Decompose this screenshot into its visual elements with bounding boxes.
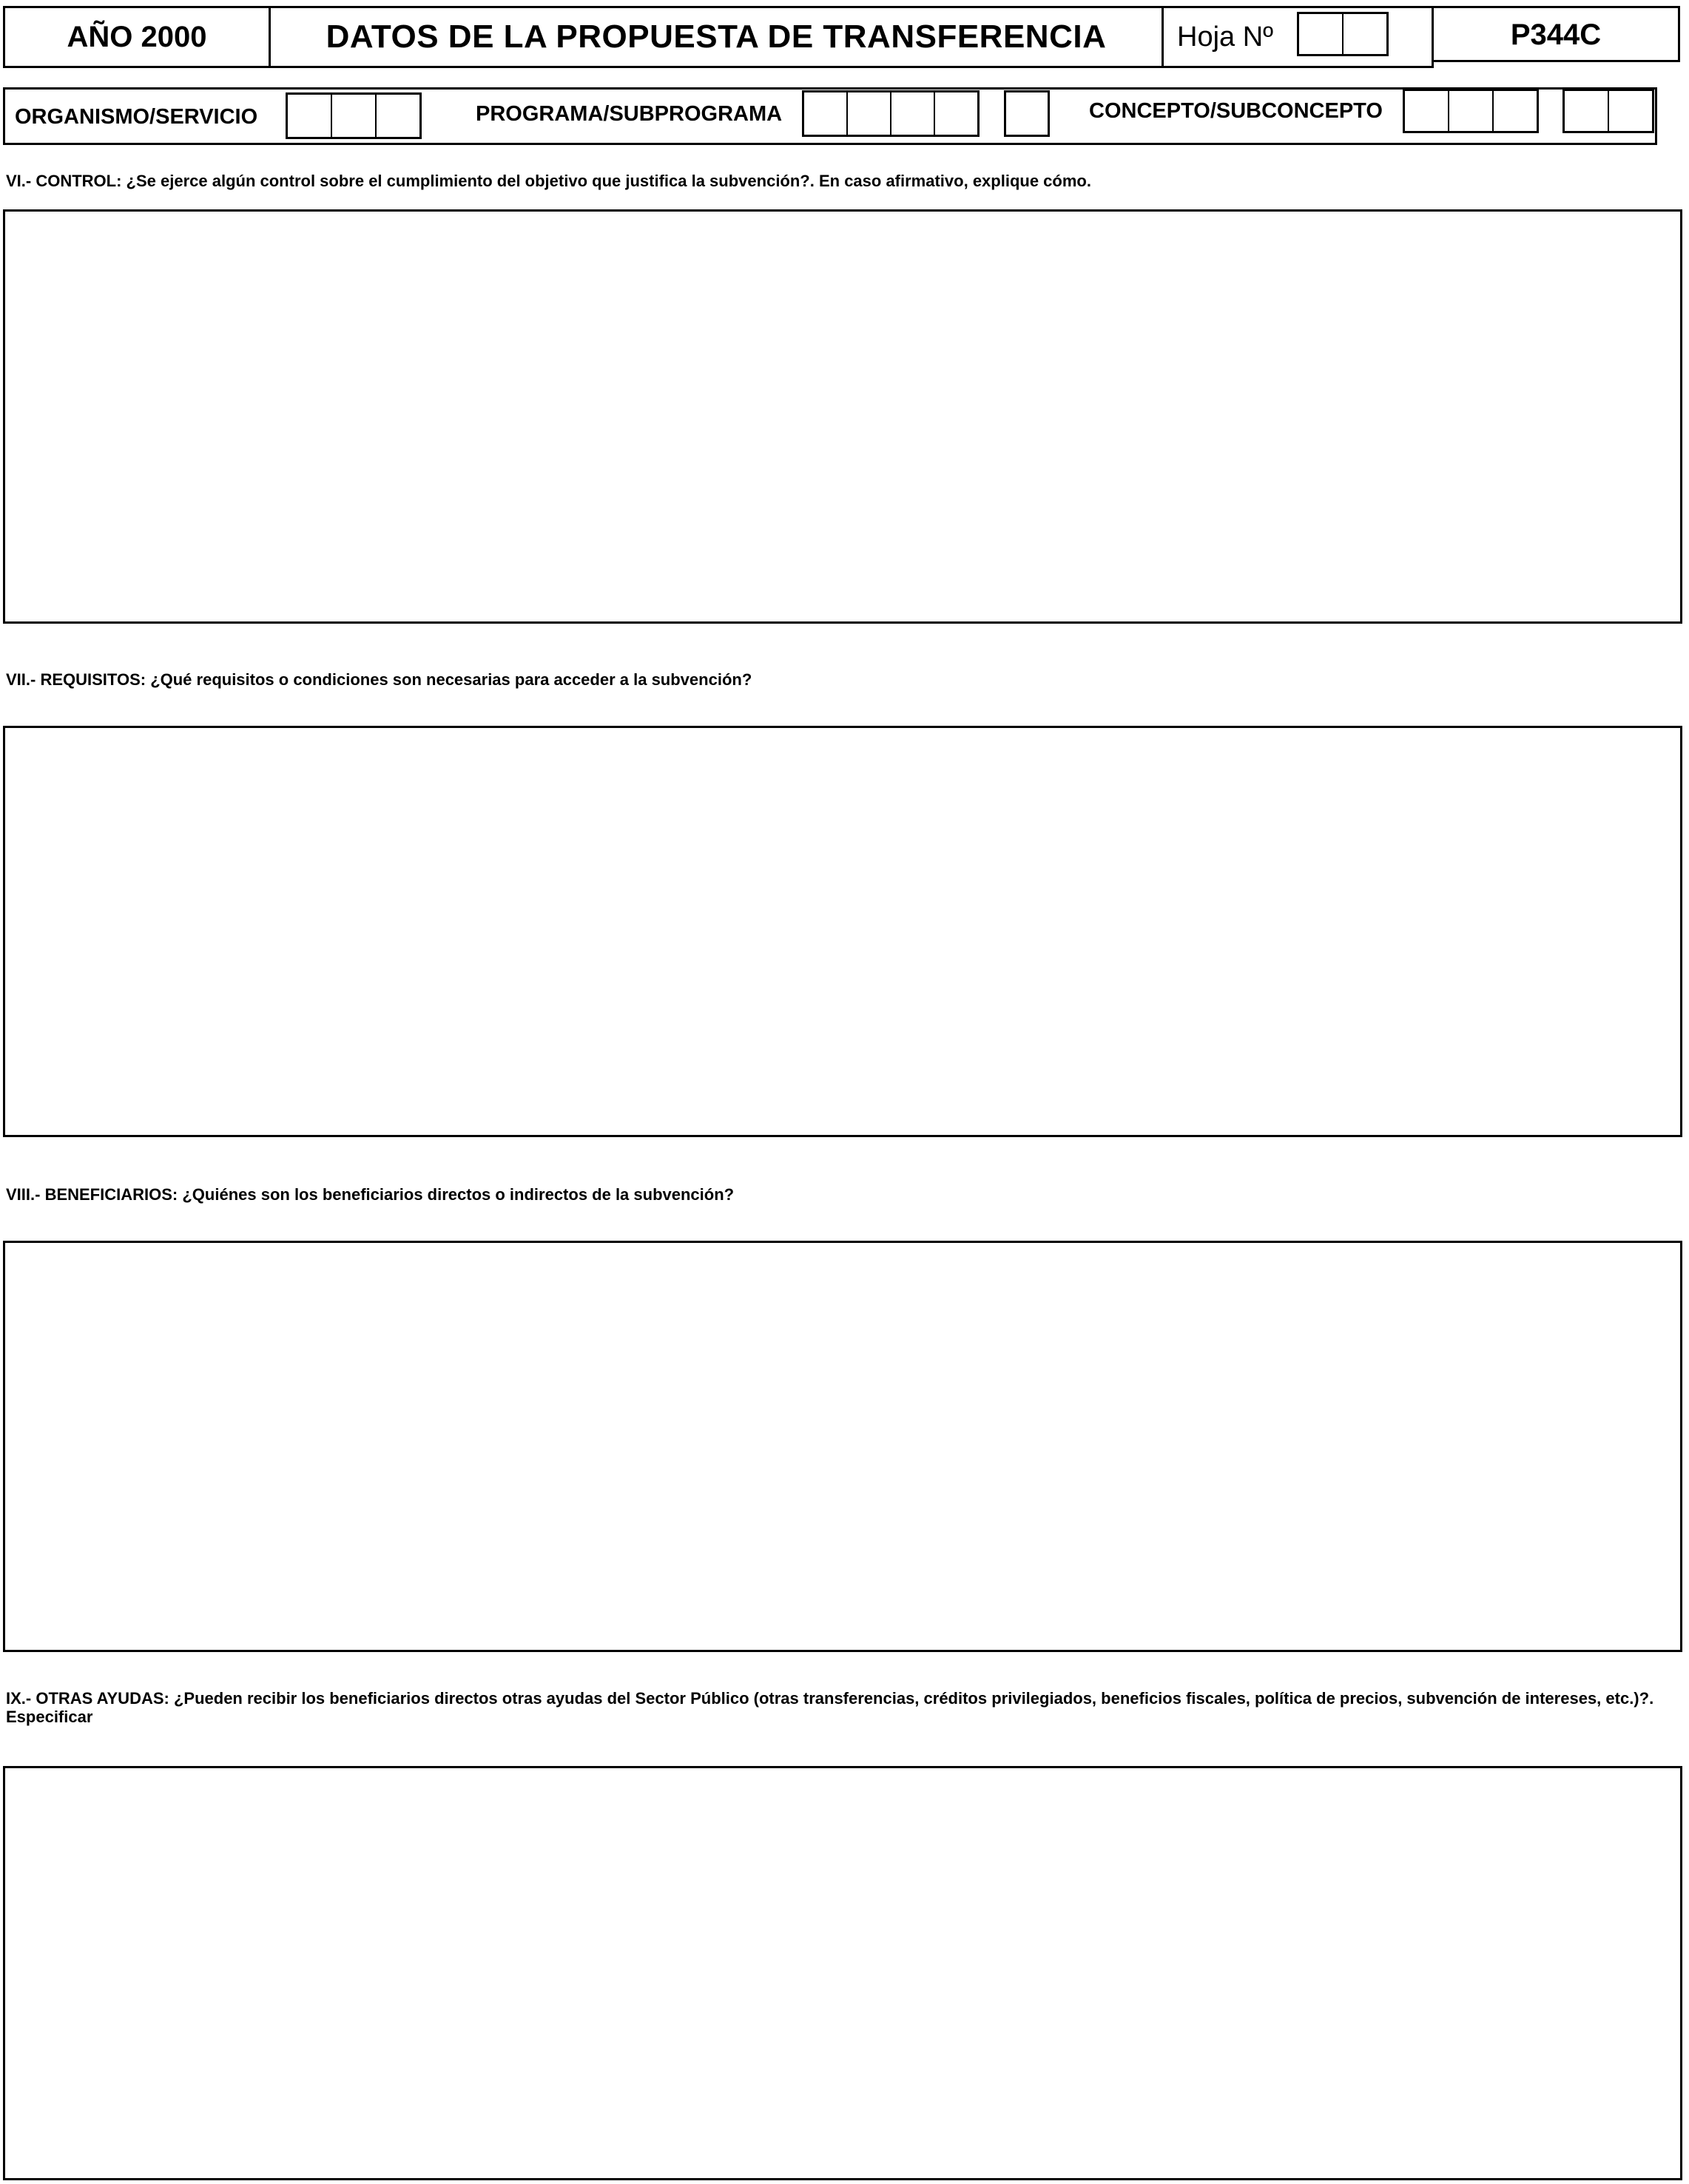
section-name: BENEFICIARIOS:: [44, 1185, 183, 1204]
section-question: ¿Quiénes son los beneficiarios directos o indirectos de la subvención?: [182, 1185, 735, 1204]
control-answer-box[interactable]: [3, 209, 1682, 624]
section-name: CONTROL:: [36, 172, 127, 190]
beneficiarios-answer-box[interactable]: [3, 1241, 1682, 1652]
organismo-label: ORGANISMO/SERVICIO: [15, 105, 258, 129]
sheet-number-field[interactable]: [1297, 12, 1389, 56]
form-code: P344C: [1510, 18, 1602, 51]
programa-digit[interactable]: [804, 92, 848, 135]
sheet-number-digit[interactable]: [1299, 14, 1344, 54]
concepto-digit[interactable]: [1405, 91, 1449, 131]
subprograma-digit[interactable]: [1006, 92, 1048, 135]
section-beneficiarios-heading: [6, 1185, 1656, 1204]
section-otras-ayudas-heading: [6, 1689, 1656, 1726]
concepto-label: CONCEPTO/SUBCONCEPTO: [1089, 99, 1383, 123]
section-requisitos-heading: [6, 670, 1656, 689]
sheet-number-label: Hoja Nº: [1177, 21, 1274, 53]
organismo-digit[interactable]: [288, 95, 332, 137]
otras-ayudas-answer-box[interactable]: [3, 1766, 1682, 2180]
concepto-digit[interactable]: [1494, 91, 1537, 131]
subconcepto-code-field[interactable]: [1562, 89, 1654, 133]
section-number: IX.-: [6, 1689, 36, 1708]
section-question: ¿Qué requisitos o condiciones son necesarias para acceder a la subvención?: [150, 670, 752, 689]
year-label: AÑO 2000: [67, 20, 207, 53]
programa-digit[interactable]: [935, 92, 977, 135]
form-title: DATOS DE LA PROPUESTA DE TRANSFERENCIA: [326, 18, 1107, 55]
section-control-heading: [6, 172, 1656, 190]
section-question: ¿Pueden recibir los beneficiarios directos otras ayudas del Sector Público (otras transferencias, créditos privilegiados, beneficios fiscales, política de precios, subvención de intereses, etc.)?. Especificar: [6, 1689, 1654, 1726]
requisitos-answer-box[interactable]: [3, 726, 1682, 1137]
section-name: REQUISITOS:: [40, 670, 151, 689]
section-number: VI.-: [6, 172, 36, 190]
form-code-box: [1432, 6, 1680, 62]
subconcepto-digit[interactable]: [1609, 91, 1652, 131]
form-title-box: [269, 6, 1164, 68]
section-question: ¿Se ejerce algún control sobre el cumplimiento del objetivo que justifica la subvención?. En caso afirmativo, explique cómo.: [126, 172, 1091, 190]
organismo-code-field[interactable]: [286, 92, 422, 139]
programa-code-field[interactable]: [802, 90, 980, 137]
subconcepto-digit[interactable]: [1565, 91, 1609, 131]
subprograma-code-field[interactable]: [1004, 90, 1050, 137]
programa-digit[interactable]: [848, 92, 891, 135]
organismo-digit[interactable]: [332, 95, 377, 137]
section-number: VII.-: [6, 670, 41, 689]
concepto-code-field[interactable]: [1403, 89, 1539, 133]
programa-digit[interactable]: [891, 92, 935, 135]
section-name: OTRAS AYUDAS:: [36, 1689, 174, 1708]
programa-label: PROGRAMA/SUBPROGRAMA: [476, 102, 783, 126]
section-number: VIII.-: [6, 1185, 45, 1204]
organismo-digit[interactable]: [377, 95, 419, 137]
sheet-number-digit[interactable]: [1344, 14, 1386, 54]
year-box: [3, 6, 271, 68]
concepto-digit[interactable]: [1449, 91, 1494, 131]
